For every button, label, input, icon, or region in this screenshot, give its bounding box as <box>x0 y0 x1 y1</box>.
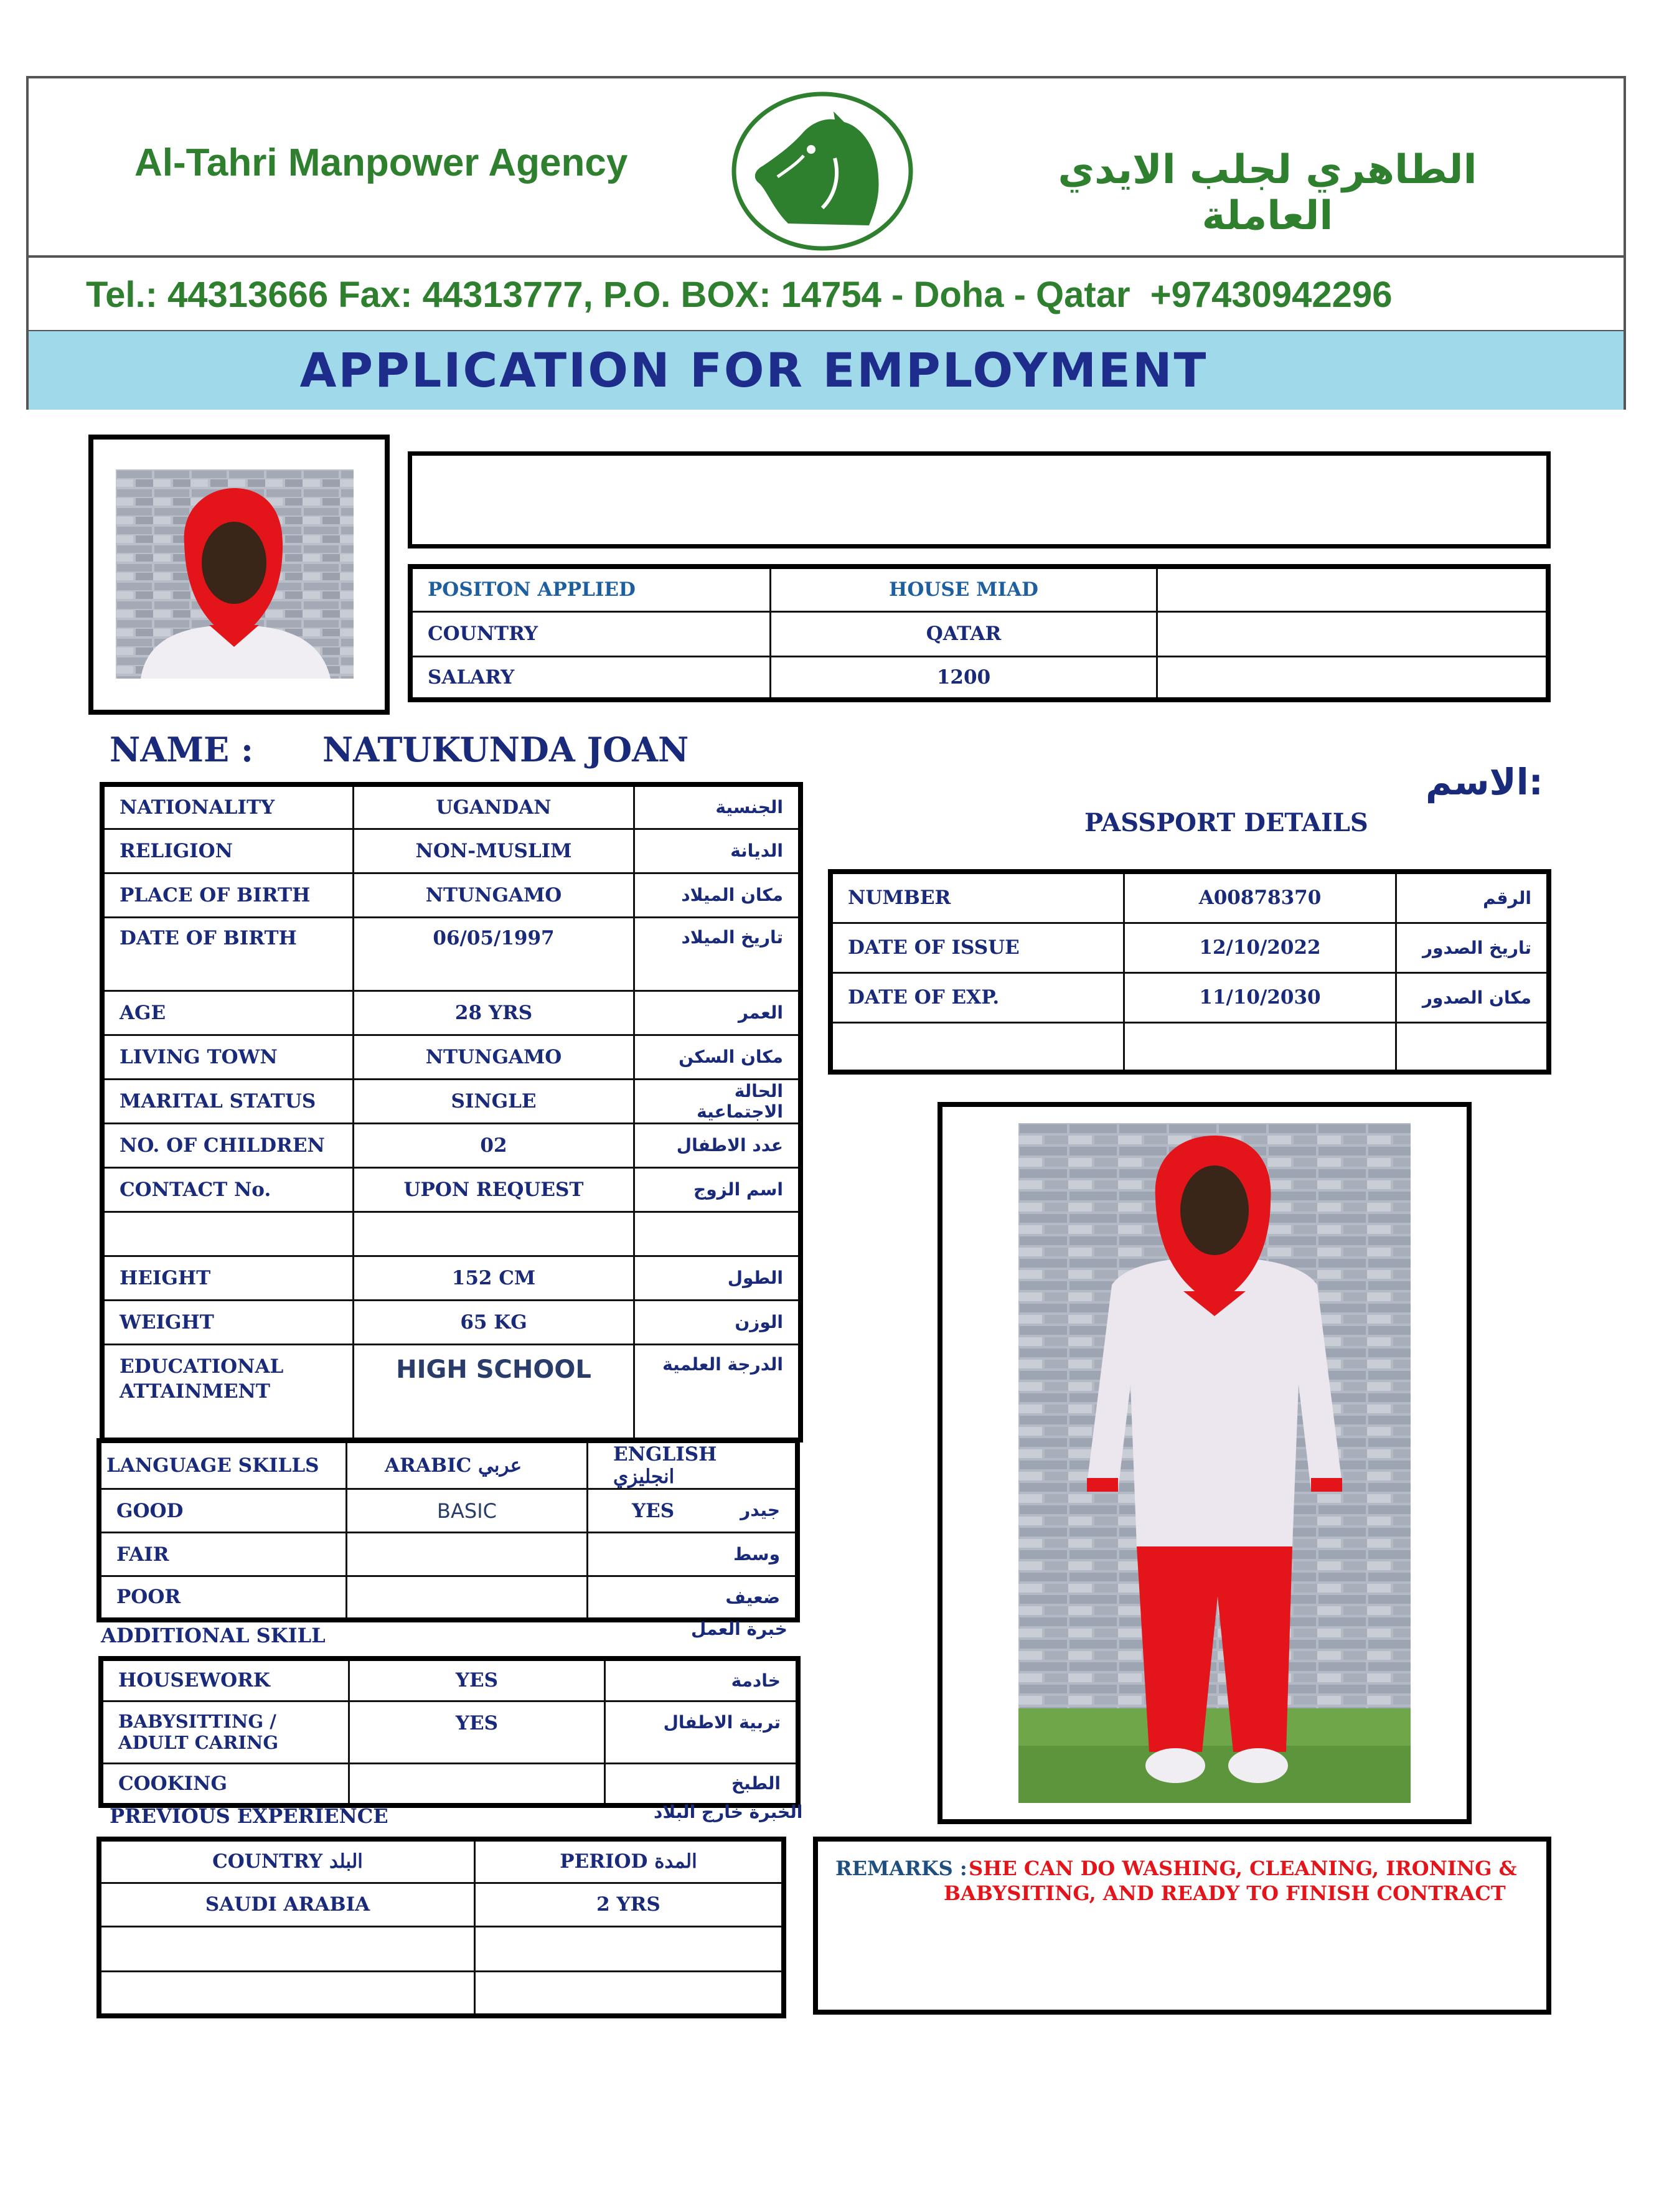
field-label-ar: اسم الزوج <box>634 1167 801 1212</box>
header-divider <box>0 413 1659 432</box>
contact-line: Tel.: 44313666 Fax: 44313777, P.O. BOX: 14754 - Doha - Qatar +97430942296 <box>86 275 1393 315</box>
experience-header-country: COUNTRY البلد <box>99 1839 475 1883</box>
passport-label-ar <box>1396 1022 1549 1072</box>
field-label-ar: مكان السكن <box>634 1035 801 1079</box>
passport-label: DATE OF ISSUE <box>830 923 1124 972</box>
english-level-cell <box>588 1489 798 1533</box>
passport-label-ar: تاريخ الصدور <box>1396 923 1549 972</box>
table-row <box>99 1441 797 1489</box>
field-value: NON-MUSLIM <box>354 829 634 873</box>
full-body-photo <box>1018 1123 1411 1803</box>
table-row <box>101 1659 798 1701</box>
field-label-ar: الوزن <box>634 1300 801 1344</box>
previous-experience-title: PREVIOUS EXPERIENCE <box>110 1804 388 1828</box>
field-label-ar: الطول <box>634 1256 801 1300</box>
field-label: DATE OF BIRTH <box>102 917 354 991</box>
field-label: HEIGHT <box>102 1256 354 1300</box>
contact-bar <box>26 255 1626 332</box>
portrait-photo-frame <box>88 435 390 715</box>
skill-label-ar: خادمة <box>605 1659 799 1701</box>
name-label: NAME : <box>110 730 253 769</box>
field-label: NO. OF CHILDREN <box>102 1123 354 1167</box>
field-value: SINGLE <box>354 1079 634 1123</box>
skill-label: HOUSEWORK <box>101 1659 349 1701</box>
position-label: POSITON APPLIED <box>410 567 771 611</box>
position-extra <box>1157 567 1549 611</box>
table-row <box>102 1123 801 1167</box>
field-label: MARITAL STATUS <box>102 1079 354 1123</box>
field-label-ar: العمر <box>634 991 801 1035</box>
field-value: UPON REQUEST <box>354 1167 634 1212</box>
language-level: GOOD <box>99 1489 347 1533</box>
skill-value: YES <box>349 1701 605 1763</box>
field-label: WEIGHT <box>102 1300 354 1344</box>
language-header-arabic: ARABIC عربي <box>347 1441 588 1489</box>
name-label-ar: الاسم: <box>1426 761 1543 803</box>
passport-label: DATE OF EXP. <box>830 972 1124 1022</box>
language-header-label: LANGUAGE SKILLS <box>99 1441 347 1489</box>
table-row <box>99 1839 784 1883</box>
field-label-ar: تاريخ الميلاد <box>634 917 801 991</box>
field-value: NTUNGAMO <box>354 873 634 917</box>
field-label <box>102 1212 354 1256</box>
experience-country <box>99 1926 475 1971</box>
field-label: CONTACT No. <box>102 1167 354 1212</box>
passport-label: NUMBER <box>830 872 1124 923</box>
passport-value <box>1124 1022 1396 1072</box>
full-body-photo-frame <box>938 1102 1472 1824</box>
table-row <box>102 1300 801 1344</box>
field-value: 28 YRS <box>354 991 634 1035</box>
salary-extra <box>1157 656 1549 700</box>
passport-value: 12/10/2022 <box>1124 923 1396 972</box>
salary-label: SALARY <box>410 656 771 700</box>
agency-banner <box>26 76 1626 256</box>
language-level: FAIR <box>99 1533 347 1576</box>
table-row <box>410 611 1548 656</box>
skill-label-ar: تربية الاطفال <box>605 1701 799 1763</box>
language-skills-table <box>96 1438 800 1622</box>
table-row <box>102 1167 801 1212</box>
table-row <box>102 784 801 829</box>
passport-label <box>830 1022 1124 1072</box>
field-value: 65 KG <box>354 1300 634 1344</box>
language-level: POOR <box>99 1576 347 1620</box>
field-label-ar: مكان الميلاد <box>634 873 801 917</box>
field-value: 02 <box>354 1123 634 1167</box>
skill-label: COOKING <box>101 1763 349 1805</box>
field-label: RELIGION <box>102 829 354 873</box>
passport-title: PASSPORT DETAILS <box>1084 808 1368 837</box>
experience-period: 2 YRS <box>475 1883 784 1926</box>
experience-header-period: PERIOD المدة <box>475 1839 784 1883</box>
field-value: NTUNGAMO <box>354 1035 634 1079</box>
table-row <box>99 1926 784 1971</box>
additional-skill-table <box>98 1656 801 1808</box>
table-row <box>410 567 1548 611</box>
language-level-ar: ضعيف <box>588 1576 798 1620</box>
additional-skill-title: ADDITIONAL SKILL <box>101 1624 326 1647</box>
remarks-line-2: BABYSITING, AND READY TO FINISH CONTRACT <box>944 1881 1506 1905</box>
table-row <box>102 1212 801 1256</box>
table-row <box>99 1489 797 1533</box>
skill-label: BABYSITTING / ADULT CARING <box>101 1701 349 1763</box>
skill-label-ar: الطبخ <box>605 1763 799 1805</box>
previous-experience-title-ar: الخبرة خارج البلاد <box>654 1802 803 1822</box>
language-header-english: ENGLISH انجليزي <box>588 1441 798 1489</box>
field-label: EDUCATIONAL ATTAINMENT <box>102 1344 354 1440</box>
table-row <box>101 1701 798 1763</box>
agency-header <box>26 76 1626 412</box>
previous-experience-table <box>96 1837 786 2018</box>
table-row <box>99 1971 784 2016</box>
table-row <box>830 1022 1549 1072</box>
table-row <box>102 1035 801 1079</box>
field-label: NATIONALITY <box>102 784 354 829</box>
form-title-band <box>26 331 1626 410</box>
table-row <box>830 923 1549 972</box>
experience-period <box>475 1926 784 1971</box>
country-label: COUNTRY <box>410 611 771 656</box>
country-value: QATAR <box>771 611 1157 656</box>
field-label: LIVING TOWN <box>102 1035 354 1079</box>
table-row <box>102 917 801 991</box>
arabic-level <box>347 1576 588 1620</box>
horse-head-icon <box>729 90 916 253</box>
agency-name-en: Al-Tahri Manpower Agency <box>134 141 628 184</box>
field-label-ar: عدد الاطفال <box>634 1123 801 1167</box>
passport-table <box>828 869 1551 1075</box>
table-row <box>99 1883 784 1926</box>
remarks-line-1: SHE CAN DO WASHING, CLEANING, IRONING & <box>969 1857 1517 1880</box>
portrait-photo <box>116 469 354 679</box>
form-title: APPLICATION FOR EMPLOYMENT <box>299 342 1208 398</box>
table-row <box>102 873 801 917</box>
arabic-level <box>347 1533 588 1576</box>
remarks-box <box>813 1837 1551 2015</box>
experience-period <box>475 1971 784 2016</box>
experience-country <box>99 1971 475 2016</box>
blank-header-box <box>408 451 1551 548</box>
applicant-name: NATUKUNDA JOAN <box>322 730 689 769</box>
table-row <box>102 991 801 1035</box>
english-level: YES <box>632 1499 675 1522</box>
field-label: PLACE OF BIRTH <box>102 873 354 917</box>
position-value: HOUSE MIAD <box>771 567 1157 611</box>
country-extra <box>1157 611 1549 656</box>
passport-label-ar: الرقم <box>1396 872 1549 923</box>
field-label-ar <box>634 1212 801 1256</box>
position-table <box>408 564 1551 702</box>
table-row <box>102 829 801 873</box>
table-row <box>102 1256 801 1300</box>
field-label-ar: الجنسية <box>634 784 801 829</box>
personal-details-table <box>100 782 803 1443</box>
field-value: 06/05/1997 <box>354 917 634 991</box>
language-level-ar: جيدر <box>740 1499 780 1520</box>
salary-value: 1200 <box>771 656 1157 700</box>
table-row <box>102 1344 801 1440</box>
language-level-ar: وسط <box>588 1533 798 1576</box>
table-row <box>102 1079 801 1123</box>
experience-country: SAUDI ARABIA <box>99 1883 475 1926</box>
passport-value: 11/10/2030 <box>1124 972 1396 1022</box>
field-value <box>354 1212 634 1256</box>
field-value: UGANDAN <box>354 784 634 829</box>
table-row <box>410 656 1548 700</box>
arabic-level: BASIC <box>347 1489 588 1533</box>
agency-name-ar: الطاهري لجلب الايدي العاملة <box>1058 147 1477 239</box>
skill-value <box>349 1763 605 1805</box>
skill-value: YES <box>349 1659 605 1701</box>
field-label: AGE <box>102 991 354 1035</box>
field-label-ar: الحالة الاجتماعية <box>634 1079 801 1123</box>
table-row <box>830 872 1549 923</box>
table-row <box>101 1763 798 1805</box>
field-value: 152 CM <box>354 1256 634 1300</box>
field-label-ar: الدرجة العلمية <box>634 1344 801 1440</box>
field-label-ar: الديانة <box>634 829 801 873</box>
passport-value: A00878370 <box>1124 872 1396 923</box>
remarks-label: REMARKS : <box>835 1857 967 1880</box>
table-row <box>99 1576 797 1620</box>
additional-skill-title-ar: خبرة العمل <box>691 1619 787 1639</box>
passport-label-ar: مكان الصدور <box>1396 972 1549 1022</box>
table-row <box>830 972 1549 1022</box>
table-row <box>99 1533 797 1576</box>
field-value: HIGH SCHOOL <box>354 1344 634 1440</box>
